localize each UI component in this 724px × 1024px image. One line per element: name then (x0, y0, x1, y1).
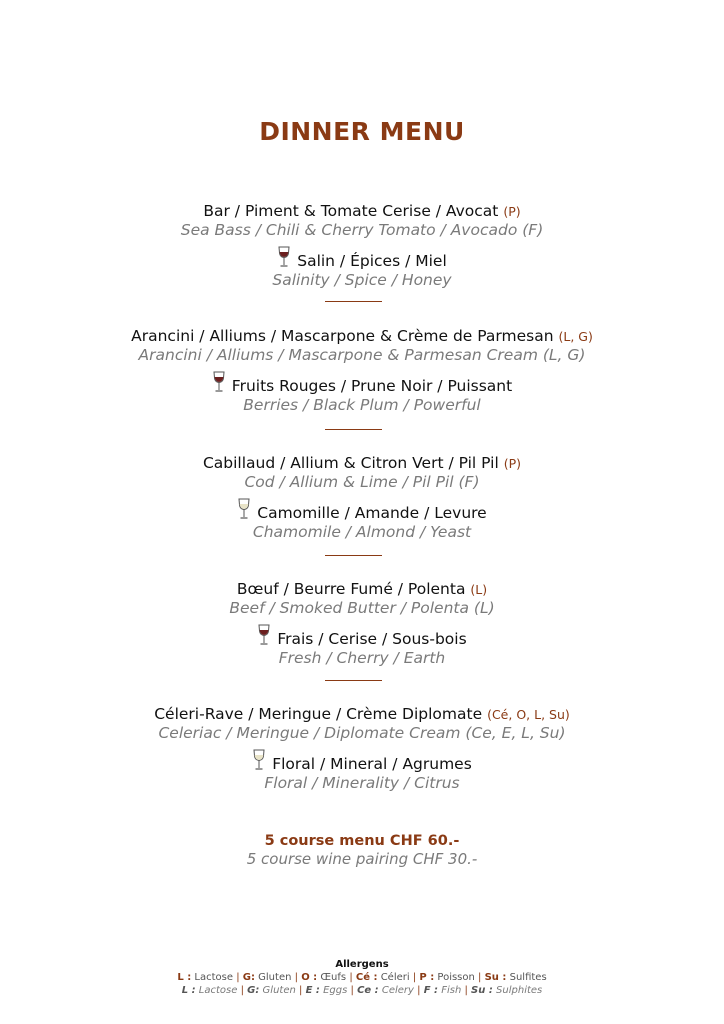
course-2 (0, 327, 724, 415)
wine-fr: Floral / Mineral / Agrumes (272, 755, 472, 773)
wine-en: Fresh / Cherry / Earth (278, 649, 446, 667)
dish-en: Arancini / Alliums / Mascarpone & Parmesan Cream (L, G) (138, 346, 586, 364)
wine-fr: Salin / Épices / Miel (297, 252, 447, 270)
course-4 (0, 580, 724, 668)
wine-en: Floral / Minerality / Citrus (264, 774, 460, 792)
wine-glass-icon (277, 246, 291, 268)
allergens-legend (0, 958, 724, 997)
course-3 (0, 454, 724, 542)
course-divider (325, 555, 382, 556)
pricing (0, 832, 724, 869)
dish-en: Cod / Allium & Lime / Pil Pil (F) (244, 473, 480, 491)
dish-fr: Cabillaud / Allium & Citron Vert / Pil Pil (202, 454, 499, 472)
dish-fr: Bœuf / Beurre Fumé / Polenta (236, 580, 466, 598)
course-divider (325, 429, 382, 430)
allergen-code: Su : (471, 985, 493, 996)
wine-glass-icon (237, 498, 251, 520)
allergen-code: L : (181, 985, 196, 996)
allergen-label: Sulfites (509, 972, 547, 983)
allergen-label: Gluten (262, 985, 296, 996)
course-1 (0, 202, 724, 290)
allergen-label: Lactose (194, 972, 233, 983)
allergen-code: Su : (484, 972, 507, 983)
allergen-label: Sulphites (496, 985, 543, 996)
allergens-en: L : Lactose | G: Gluten | E : Eggs | Ce : Celery | F : Fish | Su : Sulphites (181, 985, 543, 996)
allergen-label: Celery (381, 985, 414, 996)
allergen-label: Œufs (320, 972, 347, 983)
allergen-code: Cé : (355, 972, 378, 983)
wine-en: Chamomile / Almond / Yeast (252, 523, 472, 541)
allergen-tag: (L, G) (558, 329, 593, 344)
wine-fr: Fruits Rouges / Prune Noir / Puissant (231, 377, 513, 395)
dish-en: Beef / Smoked Butter / Polenta (L) (229, 599, 495, 617)
allergen-label: Poisson (437, 972, 475, 983)
course-5 (0, 705, 724, 793)
allergen-code: O : (301, 972, 318, 983)
allergen-label: Gluten (258, 972, 292, 983)
wine-glass-icon (252, 749, 266, 771)
dish-fr: Céleri-Rave / Meringue / Crème Diplomate (154, 705, 483, 723)
allergen-code: L : (177, 972, 192, 983)
menu-price: 5 course menu CHF 60.- (264, 833, 460, 849)
wine-en: Salinity / Spice / Honey (272, 271, 452, 289)
wine-glass-icon (212, 371, 226, 393)
allergen-label: Lactose (198, 985, 238, 996)
course-divider (325, 680, 382, 681)
allergen-tag: (Cé, O, L, Su) (487, 707, 570, 722)
wine-fr: Camomille / Amande / Levure (257, 504, 487, 522)
allergen-tag: (P) (503, 456, 522, 471)
wine-en: Berries / Black Plum / Powerful (243, 396, 481, 414)
allergen-label: Céleri (380, 972, 410, 983)
dish-en: Celeriac / Meringue / Diplomate Cream (Ce, E, L, Su) (158, 724, 566, 742)
allergen-code: G: (247, 985, 260, 996)
dish-en: Sea Bass / Chili & Cherry Tomato / Avocado (F) (180, 221, 544, 239)
allergen-code: F : (423, 985, 439, 996)
allergen-code: E : (305, 985, 320, 996)
allergen-tag: (P) (503, 204, 521, 219)
dish-fr: Arancini / Alliums / Mascarpone & Crème de Parmesan (131, 327, 554, 345)
wine-fr: Frais / Cerise / Sous-bois (277, 630, 467, 648)
allergen-code: Ce : (357, 985, 379, 996)
wine-pairing-price: 5 course wine pairing CHF 30.- (246, 850, 478, 868)
wine-glass-icon (257, 624, 271, 646)
allergen-label: Eggs (323, 985, 348, 996)
dish-fr: Bar / Piment & Tomate Cerise / Avocat (203, 202, 499, 220)
allergens-fr: L : Lactose | G: Gluten | O : Œufs | Cé : Céleri | P : Poisson | Su : Sulfites (177, 972, 547, 983)
page-title: DINNER MENU (259, 117, 465, 146)
allergen-label: Fish (441, 985, 462, 996)
course-divider (325, 301, 382, 302)
allergen-tag: (L) (470, 582, 488, 597)
allergen-code: P : (419, 972, 435, 983)
allergen-code: G: (242, 972, 255, 983)
allergens-heading: Allergens (335, 959, 389, 970)
